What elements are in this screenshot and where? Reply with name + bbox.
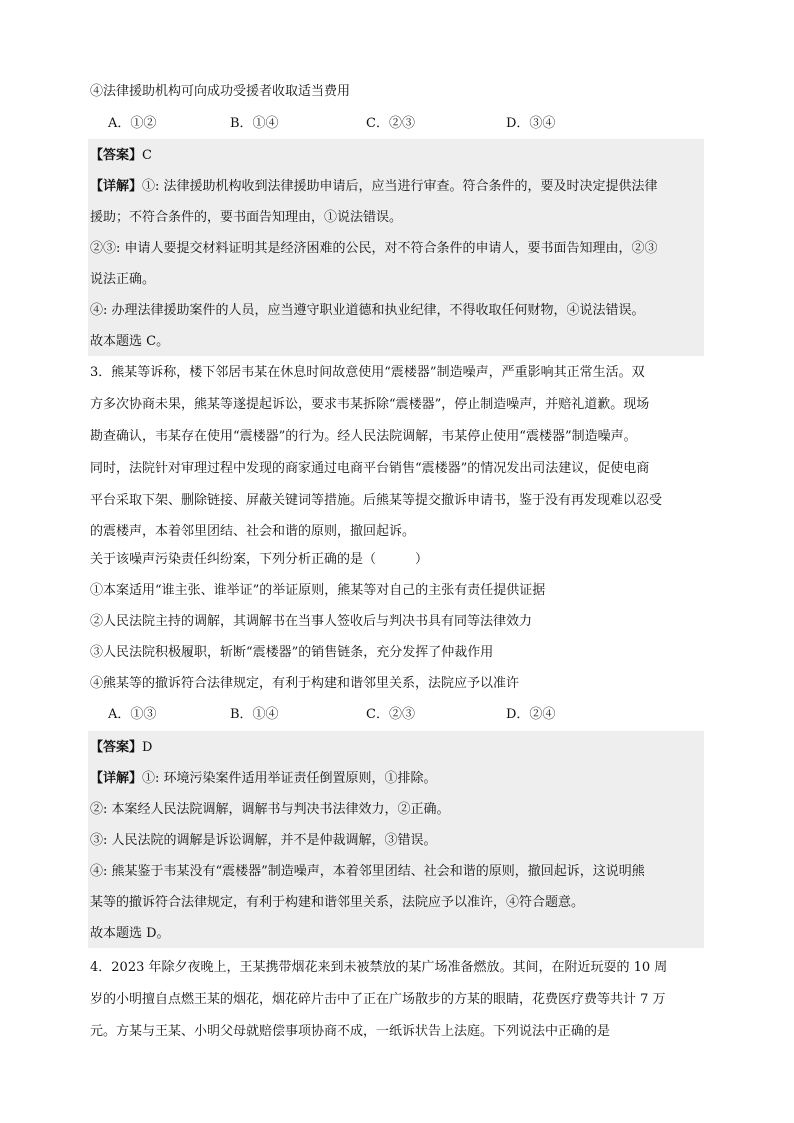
answer-value: D — [142, 740, 153, 755]
detail-text: ①: 环境污染案件适用举证责任倒置原则，①排除。 — [142, 771, 437, 786]
q3-option-c: C．②③ — [366, 707, 415, 722]
answer-tag: 【答案】 — [90, 740, 143, 755]
q2-answer — [90, 140, 704, 171]
q3-item-3: ③人民法院积极履职，斩断“震楼器”的销售链条，充分发挥了仲裁作用 — [90, 645, 494, 660]
q2-option-b: B．①④ — [230, 116, 279, 131]
q3-answer — [90, 732, 704, 763]
q3-detail-line: 故本题选 D。 — [90, 926, 170, 941]
q2-detail-line: 说法正确。 — [90, 272, 156, 287]
q2-detail-line: 援助；不符合条件的，要书面告知理由，①说法错误。 — [90, 210, 403, 225]
q2-item-4: ④法律援助机构可向成功受援者收取适当费用 — [90, 84, 351, 99]
q3-item-2: ②人民法院主持的调解，其调解书在当事人签收后与判决书具有同等法律效力 — [90, 614, 533, 629]
q4-stem-line: 4．2023 年除夕夜晚上，王某携带烟花来到未被禁放的某广场准备燃放。其间，在附近玩耍的 10 周 — [90, 960, 668, 975]
answer-tag: 【答案】 — [90, 148, 143, 163]
q3-option-a: A．①③ — [108, 707, 157, 722]
detail-tag: 【详解】 — [90, 179, 143, 194]
q3-detail-line: ②: 本案经人民法院调解，调解书与判决书法律效力，②正确。 — [90, 802, 450, 817]
detail-text: ①: 法律援助机构收到法律援助申请后，应当进行审查。符合条件的，要及时决定提供法律 — [142, 179, 658, 194]
q3-item-4: ④熊某等的撤诉符合法律规定，有利于构建和谐邻里关系，法院应予以准许 — [90, 676, 520, 691]
q3-detail-line: ③: 人民法院的调解是诉讼调解，并不是仲裁调解，③错误。 — [90, 833, 437, 848]
q2-detail-line — [90, 171, 704, 202]
q3-stem-line: 同时，法院针对审理过程中发现的商家通过电商平台销售“震楼器”的情况发出司法建议，促使电商 — [90, 461, 650, 476]
q4-stem-line: 元。方某与王某、小明父母就赔偿事项协商不成，一纸诉状告上法庭。下列说法中正确的是 — [90, 1024, 611, 1039]
q4-stem-line: 岁的小明擅自点燃王某的烟花，烟花碎片击中了正在广场散步的方某的眼睛，花费医疗费等共计 7 万 — [90, 992, 666, 1007]
q3-option-b: B．①④ — [230, 707, 279, 722]
q3-question: 关于该噪声污染责任纠纷案，下列分析正确的是（ ） — [90, 552, 429, 567]
q3-option-d: D．②④ — [506, 707, 556, 722]
q3-stem-line: 平台采取下架、删除链接、屏蔽关键词等措施。后熊某等提交撤诉申请书，鉴于没有再发现难以忍受 — [90, 493, 663, 508]
q2-option-c: C．②③ — [366, 116, 415, 131]
answer-value: C — [142, 148, 152, 163]
q3-stem-line: 勘查确认，韦某存在使用“震楼器”的行为。经人民法院调解，韦某停止使用“震楼器”制造噪声。 — [90, 429, 637, 444]
q3-stem-line: 方多次协商未果，熊某等遂提起诉讼，要求韦某拆除“震楼器”，停止制造噪声，并赔礼道歉。现场 — [90, 397, 650, 412]
q2-option-a: A．①② — [108, 116, 157, 131]
q3-detail-line: 某等的撤诉符合法律规定，有利于构建和谐邻里关系，法院应予以准许，④符合题意。 — [90, 895, 585, 910]
q3-detail-line — [90, 763, 704, 794]
q3-stem-line: 的震楼声，本着邻里团结、社会和谐的原则，撤回起诉。 — [90, 524, 416, 539]
q3-stem-line: 3．熊某等诉称，楼下邻居韦某在休息时间故意使用“震楼器”制造噪声，严重影响其正常生活。双 — [90, 365, 645, 380]
q2-detail-line: 故本题选 C。 — [90, 334, 170, 349]
detail-tag: 【详解】 — [90, 771, 143, 786]
q2-detail-line: ②③: 申请人要提交材料证明其是经济困难的公民，对不符合条件的申请人，要书面告知理由，②③ — [90, 241, 658, 256]
q3-item-1: ①本案适用“谁主张、谁举证”的举证原则，熊某等对自己的主张有责任提供证据 — [90, 583, 546, 598]
q2-option-d: D．③④ — [506, 116, 556, 131]
q2-detail-line: ④: 办理法律援助案件的人员，应当遵守职业道德和执业纪律，不得收取任何财物，④说法错误。 — [90, 303, 645, 318]
q3-detail-line: ④: 熊某鉴于韦某没有“震楼器”制造噪声，本着邻里团结、社会和谐的原则，撤回起诉，这说明熊 — [90, 864, 645, 879]
